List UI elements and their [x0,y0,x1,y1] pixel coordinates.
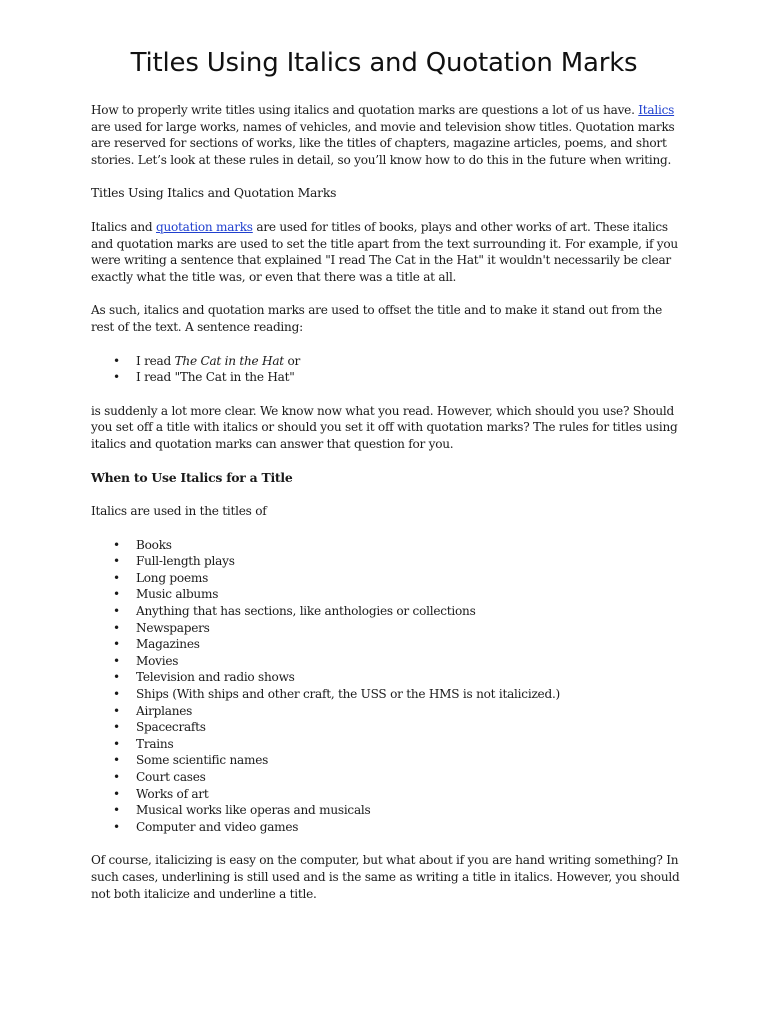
intro-text-start: How to properly write titles using italics and quotation marks are questions a lot of us have. [91,103,639,117]
list-item: • Books [91,537,681,554]
list-item: • Anything that has sections, like anthologies or collections [91,603,681,620]
page-title: Titles Using Italics and Quotation Marks [130,48,638,78]
p1-text-start: Italics and [91,219,156,234]
italics-list [91,537,681,836]
italics-lead: Italics are used in the titles of [91,504,267,519]
section1-paragraph-3: is suddenly a lot more clear. We know now what you read. However, which should you use? Should you set off a title with italics or should you set it off with quotation marks? The rules for titles using italics and quotation marks can answer that question for you. [91,403,678,451]
example1-title: The Cat in the Hat [174,353,284,368]
list-item: • Movies [91,653,681,670]
list-item: • Spacecrafts [91,719,681,736]
article-body [91,102,681,919]
example-list [91,353,681,386]
list-item: • Computer and video games [91,819,681,836]
example-item-italic [91,353,681,370]
intro-text-end: are used for large works, names of vehicles, and movie and television show titles. Quotation marks are reserved for sections of works, like the titles of chapters, magazine articles, poems, and short stories. Let’s look at these rules in detail, so you’ll know how to do this in the future when writing. [91,119,675,167]
quotation-marks-link[interactable]: quotation marks [156,219,253,234]
list-item: • Magazines [91,636,681,653]
list-item: • Court cases [91,769,681,786]
section1-paragraph-1 [91,219,681,285]
section-heading-titles: Titles Using Italics and Quotation Marks [91,185,337,201]
intro-paragraph [91,102,681,168]
italics-link[interactable]: Italics [638,103,675,117]
example1-suffix: or [283,353,301,368]
example-item-quoted: • I read "The Cat in the Hat" [91,369,681,386]
list-item: • Musical works like operas and musicals [91,802,681,819]
example1-prefix: I read [136,353,175,368]
list-item: • Television and radio shows [91,669,681,686]
list-item: • Airplanes [91,703,681,720]
list-item: • Works of art [91,786,681,803]
section1-paragraph-2: As such, italics and quotation marks are used to offset the title and to make it stand out from the rest of the text. A sentence reading: [91,303,663,334]
list-item: • Long poems [91,570,681,587]
list-item: • Some scientific names [91,752,681,769]
list-item: • Ships (With ships and other craft, the USS or the HMS is not italicized.) [91,686,681,703]
list-item: • Full-length plays [91,553,681,570]
section-heading-italics: When to Use Italics for a Title [91,469,293,485]
closing-paragraph: Of course, italicizing is easy on the computer, but what about if you are hand writing something? In such cases, underlining is still used and is the same as writing a title in italics. However, you should not both italicize and underline a title. [91,853,680,901]
p1-text-end: are used for titles of books, plays and other works of art. These italics and quotation marks are used to set the title apart from the text surrounding it. For example, if you were writing a sentence that explained "I read The Cat in the Hat" it wouldn't necessarily be clear exactly what the title was, or even that there was a title at all. [91,219,678,284]
list-item: • Music albums [91,586,681,603]
list-item: • Newspapers [91,620,681,637]
list-item: • Trains [91,736,681,753]
